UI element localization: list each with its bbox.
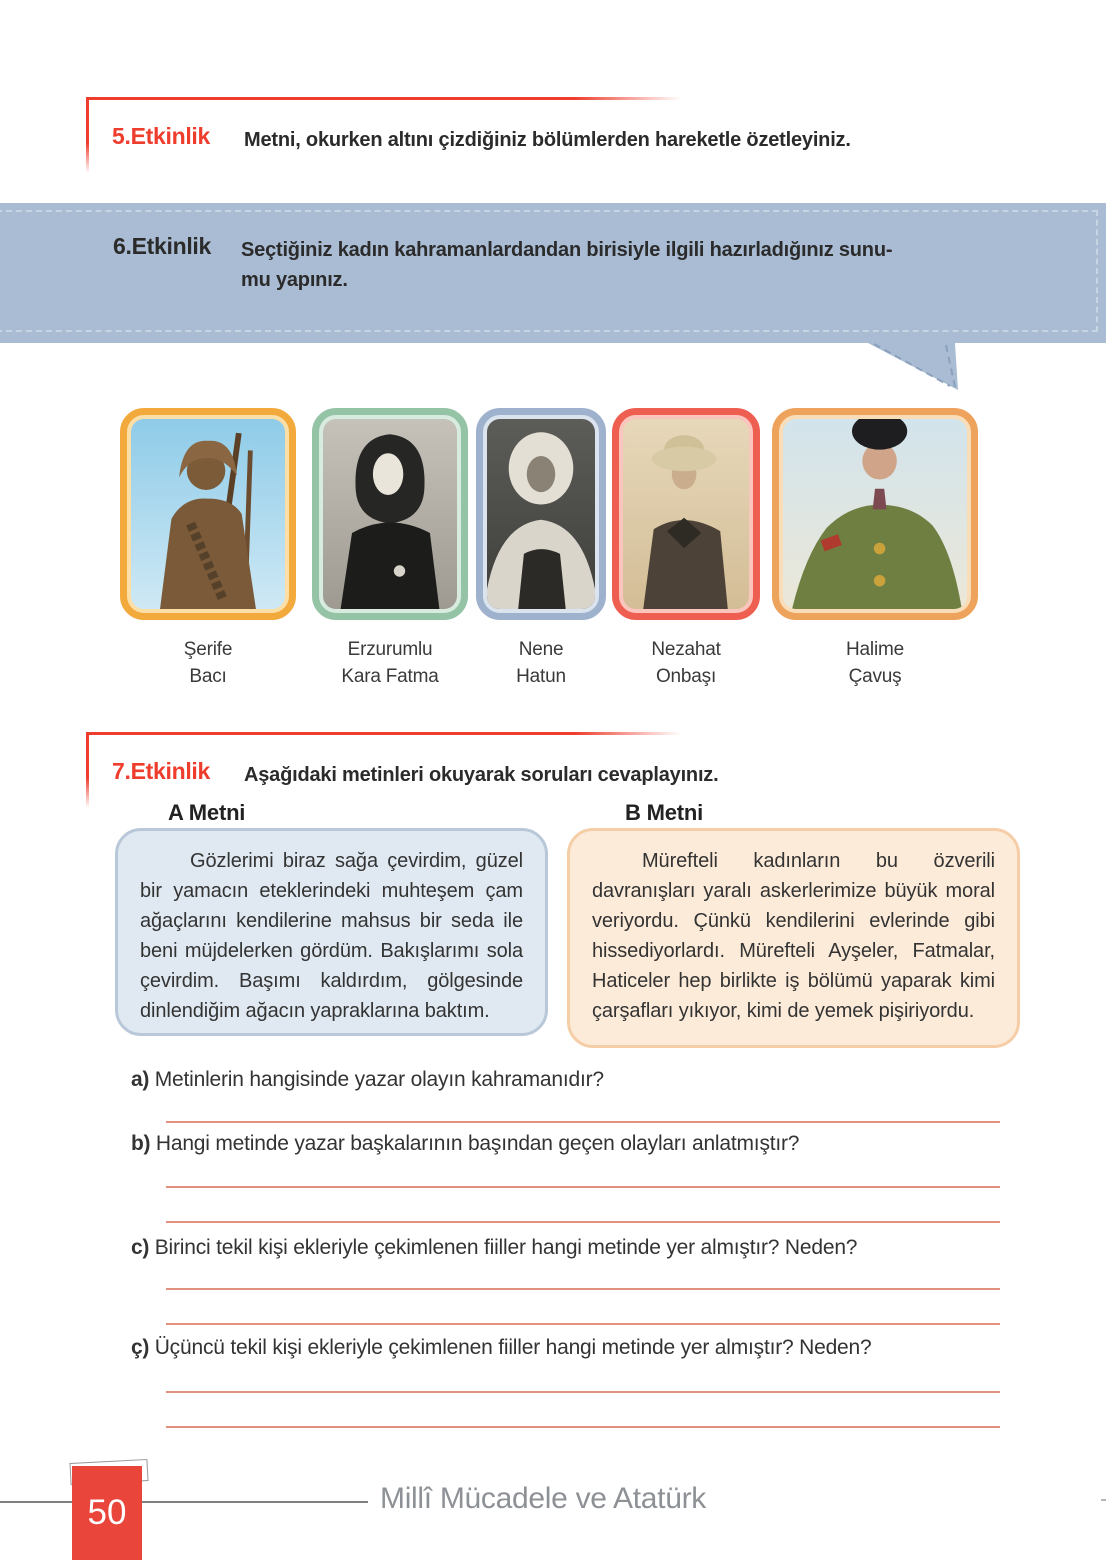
- question-b: [131, 1132, 1001, 1156]
- page-number-tab: [72, 1466, 142, 1560]
- activity-5-header: [112, 123, 992, 155]
- answer-line: [166, 1121, 1000, 1123]
- hero-nene-hatun: [476, 408, 606, 690]
- question-b-text: Hangi metinde yazar başkalarının başından geçen olayları anlatmıştır?: [155, 1132, 800, 1155]
- footer-rule-right-tick: [1101, 1499, 1106, 1501]
- answer-line: [166, 1288, 1000, 1290]
- callout-tail: [860, 343, 962, 401]
- hero-kara-fatma: [312, 408, 468, 690]
- kara-fatma-photo: [323, 419, 457, 609]
- hero-name-line1: Nezahat: [651, 639, 721, 660]
- accent-bracket-top-5: [86, 97, 681, 100]
- text-a-body: Gözlerimi biraz sağa çevirdim, güzel bir yamacın eteklerindeki muhteşem çam ağaçlarını kendilerine mahsus bir seda ile beni müjdelerken gördüm. Bakışlarımı sola çevirdim. Başımı kaldırdım, gölgesinde dinlendiğim ağacın yapraklarına baktım.: [140, 850, 523, 1022]
- text-a-label: A Metni: [168, 800, 246, 825]
- activity-6-header: [113, 233, 1013, 295]
- activity-6-instruction-line2: mu yapınız.: [241, 269, 348, 291]
- footer-rule: [0, 1501, 368, 1503]
- hero-name: [312, 636, 468, 690]
- question-b-label: b): [131, 1132, 151, 1155]
- question-c-label: c): [131, 1236, 150, 1259]
- accent-bracket-top-7: [86, 732, 681, 735]
- hero-name-line1: Nene: [518, 639, 564, 660]
- hero-name-line1: Şerife: [183, 639, 233, 660]
- activity-5-label: 5.Etkinlik: [112, 123, 210, 149]
- question-c-text: Birinci tekil kişi ekleriyle çekimlenen fiiller hangi metinde yer almıştır? Neden?: [154, 1236, 858, 1259]
- answer-line: [166, 1391, 1000, 1393]
- answer-line: [166, 1221, 1000, 1223]
- hero-nezahat-onbasi: [612, 408, 760, 690]
- hero-name-line2: Kara Fatma: [341, 666, 439, 687]
- hero-name-line1: Erzurumlu: [347, 639, 433, 660]
- nene-hatun-photo: [487, 419, 595, 609]
- hero-name-line2: Hatun: [516, 666, 566, 687]
- activity-6-callout: [0, 203, 1106, 343]
- halime-cavus-photo: [783, 419, 967, 609]
- activity-7-instruction: Aşağıdaki metinleri okuyarak soruları cevaplayınız.: [244, 764, 719, 786]
- accent-bracket-left-5: [86, 97, 89, 173]
- hero-halime-cavus: [772, 408, 978, 690]
- text-b-body: Mürefteli kadınların bu özverili davranışları yaralı askerlerimize büyük moral veriyordu. Çünkü kendilerini evlerinde gibi hissediyorlardı. Mürefteli Ayşeler, Fatmalar, Haticeler hep birlikte iş bölümü yaparak kimi çarşafları yıkıyor, kimi de yemek pişiriyordu.: [592, 850, 995, 1022]
- hero-name-line2: Bacı: [189, 666, 227, 687]
- answer-line: [166, 1426, 1000, 1428]
- text-b-box: [567, 828, 1020, 1048]
- activity-6-instruction: [241, 233, 892, 295]
- page-number: 50: [87, 1493, 127, 1532]
- activity-7-label: 7.Etkinlik: [112, 758, 210, 784]
- photo-frame: [476, 408, 606, 620]
- question-cc-label: ç): [131, 1336, 150, 1359]
- answer-line: [166, 1323, 1000, 1325]
- question-a: [131, 1068, 1001, 1092]
- hero-name-line2: Çavuş: [848, 666, 902, 687]
- hero-name: [612, 636, 760, 690]
- photo-frame: [612, 408, 760, 620]
- hero-name: [772, 636, 978, 690]
- nezahat-onbasi-photo: [623, 419, 749, 609]
- text-a-box: [115, 828, 548, 1036]
- serife-baci-photo: [131, 419, 285, 609]
- question-cc-text: Üçüncü tekil kişi ekleriyle çekimlenen fiiller hangi metinde yer almıştır? Neden?: [154, 1336, 872, 1359]
- question-a-text: Metinlerin hangisinde yazar olayın kahramanıdır?: [154, 1068, 604, 1091]
- activity-5-instruction: Metni, okurken altını çizdiğiniz bölümlerden hareketle özetleyiniz.: [244, 129, 851, 151]
- text-b-label: B Metni: [625, 800, 704, 825]
- answer-line: [166, 1186, 1000, 1188]
- hero-name: [120, 636, 296, 690]
- activity-6-label: 6.Etkinlik: [113, 233, 211, 259]
- question-cc: [131, 1336, 1001, 1360]
- hero-name: [476, 636, 606, 690]
- chapter-title: Millî Mücadele ve Atatürk: [380, 1482, 706, 1515]
- hero-serife-baci: [120, 408, 296, 690]
- hero-name-line2: Onbaşı: [655, 666, 717, 687]
- photo-frame: [312, 408, 468, 620]
- activity-6-instruction-line1: Seçtiğiniz kadın kahramanlardandan birisiyle ilgili hazırladığınız sunu-: [241, 239, 893, 261]
- photo-frame: [120, 408, 296, 620]
- question-a-label: a): [131, 1068, 150, 1091]
- photo-frame: [772, 408, 978, 620]
- activity-7-header: [112, 758, 992, 790]
- question-c: [131, 1236, 1001, 1260]
- accent-bracket-left-7: [86, 732, 89, 808]
- hero-name-line1: Halime: [846, 639, 904, 660]
